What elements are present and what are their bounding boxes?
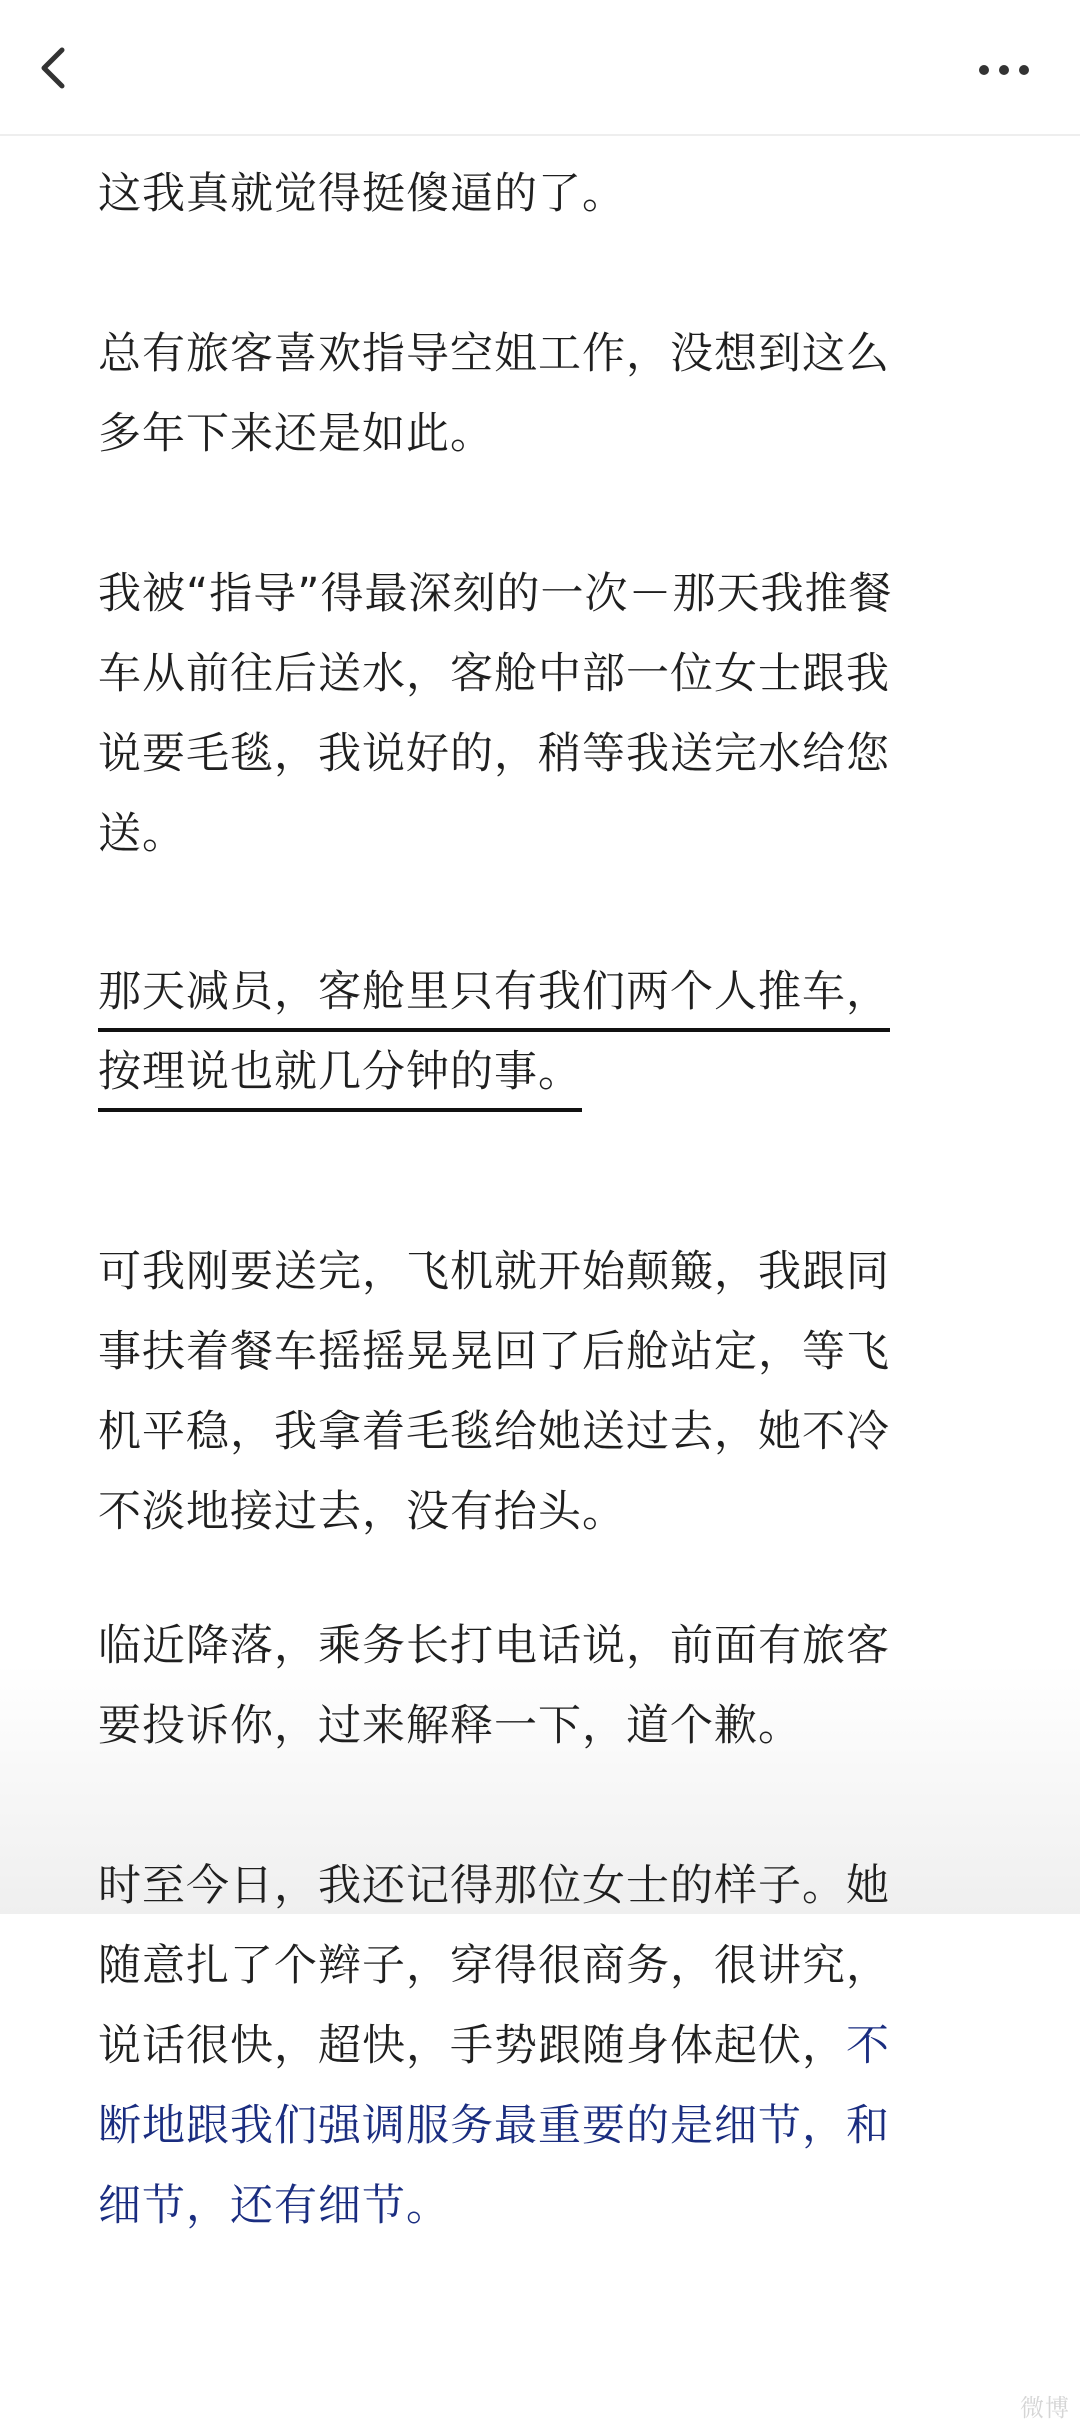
highlight-text-line: 细节，还有细节。 <box>98 2181 450 2231</box>
top-nav-bar <box>0 0 1080 136</box>
text-line: 说要毛毯，我说好的，稍等我送完水给您 <box>98 729 890 779</box>
text-span: 说话很快，超快，手势跟随身体起伏， <box>98 2021 846 2071</box>
back-button[interactable] <box>22 32 92 102</box>
text-line: 这我真就觉得挺傻逼的了。 <box>98 169 626 219</box>
more-options-button[interactable] <box>962 40 1052 100</box>
text-line: 多年下来还是如此。 <box>98 409 494 459</box>
underlined-paragraph <box>98 952 984 1112</box>
text-line: 事扶着餐车摇摇晃晃回了后舱站定，等飞 <box>98 1327 890 1377</box>
text-line <box>98 2006 984 2086</box>
paragraph <box>98 1606 984 1766</box>
paragraph <box>98 314 984 474</box>
highlight-text-line: 断地跟我们强调服务最重要的是细节，和 <box>98 2101 890 2151</box>
text-line: 临近降落，乘务长打电话说，前面有旅客 <box>98 1621 890 1671</box>
paragraph <box>98 154 984 234</box>
text-line: 机平稳，我拿着毛毯给她送过去，她不冷 <box>98 1407 890 1457</box>
text-line: 我被“指导”得最深刻的一次－那天我推餐 <box>98 569 893 619</box>
chevron-left-icon <box>22 32 92 102</box>
text-line: 总有旅客喜欢指导空姐工作，没想到这么 <box>98 329 890 379</box>
text-line: 可我刚要送完，飞机就开始颠簸，我跟同 <box>98 1247 890 1297</box>
paragraph <box>98 1232 984 1552</box>
underlined-text-line: 按理说也就几分钟的事。 <box>98 1040 582 1112</box>
text-line: 要投诉你，过来解释一下，道个歉。 <box>98 1701 802 1751</box>
more-horizontal-icon <box>962 40 1052 100</box>
article-body <box>0 134 1080 2422</box>
text-line: 时至今日，我还记得那位女士的样子。她 <box>98 1861 890 1911</box>
underlined-text-line: 那天减员，客舱里只有我们两个人推车， <box>98 960 890 1032</box>
paragraph <box>98 554 984 874</box>
watermark: 微博 <box>1020 2394 1070 2422</box>
paragraph <box>98 1846 984 2246</box>
text-line: 随意扎了个辫子，穿得很商务，很讲究， <box>98 1941 890 1991</box>
text-line: 车从前往后送水，客舱中部一位女士跟我 <box>98 649 890 699</box>
text-line: 不淡地接过去，没有抬头。 <box>98 1487 626 1537</box>
text-line: 送。 <box>98 809 186 859</box>
highlight-text-span: 不 <box>846 2021 890 2071</box>
